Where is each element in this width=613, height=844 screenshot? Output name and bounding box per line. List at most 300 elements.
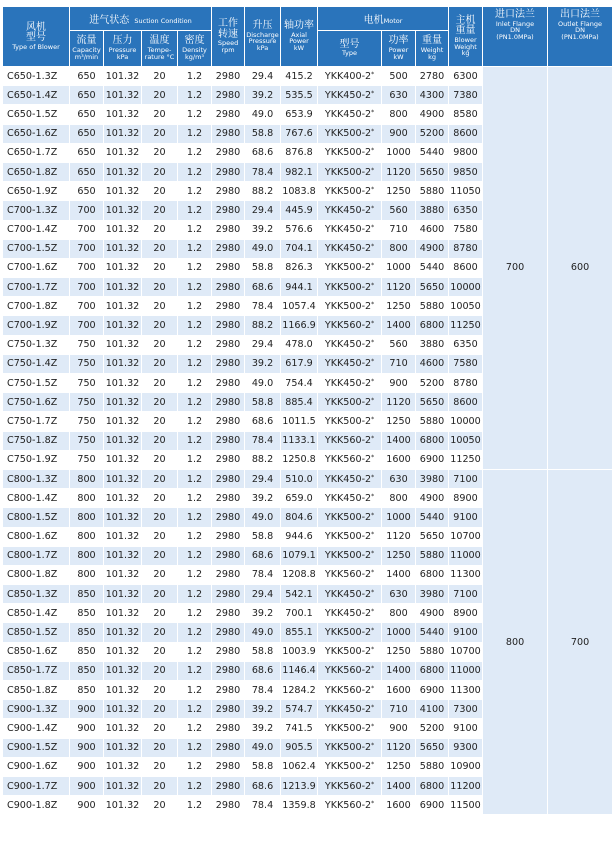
cell-inlet-flange: 800 [483,469,548,814]
cell-model: C800-1.4Z [3,489,70,508]
cell-pressure: 101.32 [104,67,142,86]
cell-axial-power: 905.5 [281,738,318,757]
motor-type-value: YKK450-2 [324,377,372,389]
cell-speed: 2980 [212,143,245,162]
motor-type-value: YKK500-2 [324,761,372,773]
cell-axial-power: 1133.1 [281,431,318,450]
cell-motor-weight: 5200 [416,374,449,393]
motor-type-value: YKK450-2 [324,89,372,101]
cell-pressure: 101.32 [104,354,142,373]
cell-discharge: 58.8 [245,393,281,412]
cell-capacity: 750 [70,374,104,393]
motor-type-mark: * [371,166,375,174]
cell-model: C850-1.8Z [3,681,70,700]
cell-pressure: 101.32 [104,450,142,469]
motor-type-mark: * [371,607,375,615]
cell-speed: 2980 [212,239,245,258]
cell-motor-power: 1400 [382,431,416,450]
cell-capacity: 750 [70,412,104,431]
cell-blower-weight: 6300 [449,67,483,86]
cell-model: C650-1.7Z [3,143,70,162]
cell-temperature: 20 [142,546,178,565]
cell-speed: 2980 [212,757,245,776]
cell-motor-power: 1600 [382,681,416,700]
motor-type-mark: * [371,588,375,596]
cell-capacity: 700 [70,297,104,316]
cell-motor-power: 560 [382,201,416,220]
cell-model: C800-1.5Z [3,508,70,527]
cell-capacity: 650 [70,86,104,105]
cell-pressure: 101.32 [104,604,142,623]
cell-blower-weight: 9800 [449,143,483,162]
cell-temperature: 20 [142,239,178,258]
cell-motor-type [318,489,382,508]
cell-speed: 2980 [212,162,245,181]
cell-model: C750-1.4Z [3,354,70,373]
cell-motor-weight: 5650 [416,393,449,412]
cell-blower-weight: 7380 [449,86,483,105]
cell-model: C700-1.7Z [3,278,70,297]
cell-model: C700-1.6Z [3,258,70,277]
cell-blower-weight: 11500 [449,796,483,815]
cell-discharge: 49.0 [245,105,281,124]
cell-motor-type [318,220,382,239]
cell-pressure: 101.32 [104,431,142,450]
cell-blower-weight: 6350 [449,335,483,354]
cell-motor-type [318,661,382,680]
cell-temperature: 20 [142,585,178,604]
cell-temperature: 20 [142,527,178,546]
cell-speed: 2980 [212,201,245,220]
cell-discharge: 29.4 [245,67,281,86]
cell-motor-type [318,354,382,373]
cell-motor-power: 800 [382,105,416,124]
cell-capacity: 700 [70,278,104,297]
motor-type-value: YKK500-2 [324,281,372,293]
cell-motor-type [318,757,382,776]
motor-type-mark: * [371,665,375,673]
cell-model: C700-1.4Z [3,220,70,239]
cell-motor-weight: 4100 [416,700,449,719]
cell-axial-power: 542.1 [281,585,318,604]
motor-type-mark: * [371,742,375,750]
cell-motor-weight: 4900 [416,239,449,258]
cell-blower-weight: 8900 [449,604,483,623]
cell-motor-weight: 5880 [416,297,449,316]
cell-motor-type [318,776,382,795]
cell-motor-weight: 5880 [416,546,449,565]
cell-motor-power: 1400 [382,316,416,335]
cell-capacity: 750 [70,450,104,469]
cell-speed: 2980 [212,546,245,565]
motor-type-value: YKK500-2 [324,531,372,543]
cell-capacity: 650 [70,162,104,181]
cell-temperature: 20 [142,316,178,335]
cell-capacity: 900 [70,719,104,738]
motor-type-value: YKK500-2 [324,185,372,197]
cell-density: 1.2 [178,335,212,354]
cell-discharge: 68.6 [245,412,281,431]
cell-motor-power: 1000 [382,508,416,527]
cell-outlet-flange: 600 [548,67,613,470]
cell-blower-weight: 9100 [449,508,483,527]
motor-type-mark: * [371,761,375,769]
cell-model: C850-1.6Z [3,642,70,661]
cell-motor-type [318,546,382,565]
cell-motor-weight: 5440 [416,508,449,527]
cell-motor-power: 1250 [382,182,416,201]
cell-model: C650-1.3Z [3,67,70,86]
cell-discharge: 68.6 [245,776,281,795]
cell-model: C650-1.8Z [3,162,70,181]
table-row [3,67,613,86]
cell-density: 1.2 [178,757,212,776]
cell-model: C800-1.8Z [3,565,70,584]
header-outlet-flange: 出口法兰 Outlet Flange DN (PN1.0MPa) [548,7,613,67]
cell-blower-weight: 9100 [449,719,483,738]
cell-motor-weight: 5650 [416,527,449,546]
cell-density: 1.2 [178,278,212,297]
cell-blower-weight: 9850 [449,162,483,181]
cell-pressure: 101.32 [104,527,142,546]
cell-model: C650-1.5Z [3,105,70,124]
cell-discharge: 68.6 [245,278,281,297]
cell-density: 1.2 [178,700,212,719]
cell-motor-power: 1600 [382,796,416,815]
cell-motor-weight: 5440 [416,258,449,277]
cell-density: 1.2 [178,738,212,757]
cell-motor-type [318,508,382,527]
motor-type-value: YKK450-2 [324,607,372,619]
cell-discharge: 88.2 [245,182,281,201]
cell-capacity: 900 [70,700,104,719]
cell-motor-type [318,700,382,719]
motor-type-mark: * [371,147,375,155]
motor-type-mark: * [371,569,375,577]
motor-type-mark: * [371,646,375,654]
cell-motor-weight: 5650 [416,278,449,297]
cell-speed: 2980 [212,508,245,527]
cell-capacity: 650 [70,182,104,201]
cell-motor-weight: 5200 [416,719,449,738]
cell-discharge: 39.2 [245,700,281,719]
cell-discharge: 68.6 [245,661,281,680]
cell-axial-power: 574.7 [281,700,318,719]
cell-density: 1.2 [178,642,212,661]
motor-type-value: YKK500-2 [324,147,372,159]
cell-axial-power: 1166.9 [281,316,318,335]
header-blower-type: 风机 型号 Type of Blower [3,7,70,67]
cell-density: 1.2 [178,719,212,738]
cell-speed: 2980 [212,719,245,738]
cell-speed: 2980 [212,374,245,393]
header-density: 密度 Density kg/m³ [178,31,212,67]
cell-pressure: 101.32 [104,258,142,277]
motor-type-value: YKK500-2 [324,415,372,427]
cell-motor-type [318,604,382,623]
cell-pressure: 101.32 [104,201,142,220]
header-motor: 电机Motor [318,7,449,31]
cell-motor-weight: 6800 [416,565,449,584]
motor-type-mark: * [371,435,375,443]
motor-type-mark: * [371,473,375,481]
cell-pressure: 101.32 [104,719,142,738]
motor-type-value: YKK500-2 [324,627,372,639]
cell-pressure: 101.32 [104,661,142,680]
cell-density: 1.2 [178,393,212,412]
cell-capacity: 800 [70,508,104,527]
cell-discharge: 58.8 [245,258,281,277]
cell-pressure: 101.32 [104,700,142,719]
cell-motor-power: 900 [382,374,416,393]
motor-type-mark: * [371,799,375,807]
cell-speed: 2980 [212,412,245,431]
cell-density: 1.2 [178,105,212,124]
motor-type-value: YKK560-2 [324,665,372,677]
cell-motor-type [318,86,382,105]
motor-type-value: YKK500-2 [324,166,372,178]
cell-motor-weight: 5440 [416,143,449,162]
cell-capacity: 750 [70,431,104,450]
cell-blower-weight: 8600 [449,393,483,412]
cell-capacity: 700 [70,258,104,277]
cell-pressure: 101.32 [104,776,142,795]
cell-discharge: 58.8 [245,642,281,661]
cell-density: 1.2 [178,297,212,316]
motor-type-value: YKK450-2 [324,703,372,715]
blower-spec-table [2,6,613,815]
cell-temperature: 20 [142,374,178,393]
header-speed: 工作 转速 Speed rpm [212,7,245,67]
cell-density: 1.2 [178,354,212,373]
motor-type-value: YKK560-2 [324,454,372,466]
cell-temperature: 20 [142,796,178,815]
motor-type-mark: * [371,300,375,308]
cell-axial-power: 576.6 [281,220,318,239]
cell-blower-weight: 8780 [449,374,483,393]
cell-motor-power: 1120 [382,738,416,757]
cell-motor-type [318,182,382,201]
motor-type-value: YKK500-2 [324,300,372,312]
cell-speed: 2980 [212,278,245,297]
cell-speed: 2980 [212,776,245,795]
cell-axial-power: 876.8 [281,143,318,162]
cell-motor-power: 1400 [382,661,416,680]
cell-capacity: 850 [70,623,104,642]
cell-temperature: 20 [142,67,178,86]
motor-type-value: YKK450-2 [324,492,372,504]
cell-motor-type [318,450,382,469]
cell-motor-power: 1400 [382,776,416,795]
cell-axial-power: 804.6 [281,508,318,527]
cell-temperature: 20 [142,354,178,373]
cell-motor-type [318,239,382,258]
cell-motor-type [318,412,382,431]
cell-motor-weight: 5880 [416,412,449,431]
cell-motor-weight: 6800 [416,661,449,680]
cell-blower-weight: 7100 [449,469,483,488]
cell-blower-weight: 10900 [449,757,483,776]
cell-speed: 2980 [212,220,245,239]
cell-speed: 2980 [212,124,245,143]
cell-axial-power: 704.1 [281,239,318,258]
motor-type-mark: * [371,358,375,366]
cell-model: C700-1.8Z [3,297,70,316]
cell-discharge: 39.2 [245,86,281,105]
motor-type-value: YKK450-2 [324,473,372,485]
cell-inlet-flange: 700 [483,67,548,470]
table-row [3,469,613,488]
cell-motor-weight: 4900 [416,105,449,124]
cell-motor-type [318,565,382,584]
header-axial-power: 轴功率 Axial Power kW [281,7,318,67]
cell-motor-type [318,796,382,815]
cell-capacity: 800 [70,469,104,488]
cell-density: 1.2 [178,508,212,527]
cell-density: 1.2 [178,412,212,431]
cell-speed: 2980 [212,604,245,623]
cell-capacity: 800 [70,546,104,565]
cell-axial-power: 1079.1 [281,546,318,565]
cell-blower-weight: 11300 [449,565,483,584]
cell-pressure: 101.32 [104,642,142,661]
motor-type-value: YKK500-2 [324,128,372,140]
cell-discharge: 78.4 [245,162,281,181]
cell-discharge: 49.0 [245,623,281,642]
cell-capacity: 700 [70,316,104,335]
cell-motor-power: 900 [382,719,416,738]
header-motor-power: 功率 Power kW [382,31,416,67]
cell-blower-weight: 9100 [449,623,483,642]
cell-pressure: 101.32 [104,489,142,508]
cell-motor-type [318,335,382,354]
cell-capacity: 650 [70,67,104,86]
cell-blower-weight: 9300 [449,738,483,757]
motor-type-mark: * [371,224,375,232]
cell-motor-type [318,67,382,86]
cell-pressure: 101.32 [104,162,142,181]
cell-motor-power: 710 [382,354,416,373]
cell-axial-power: 1284.2 [281,681,318,700]
motor-type-mark: * [371,243,375,251]
cell-axial-power: 415.2 [281,67,318,86]
cell-discharge: 49.0 [245,239,281,258]
cell-model: C850-1.3Z [3,585,70,604]
cell-pressure: 101.32 [104,220,142,239]
cell-discharge: 58.8 [245,527,281,546]
cell-speed: 2980 [212,354,245,373]
cell-capacity: 650 [70,105,104,124]
cell-motor-weight: 5880 [416,757,449,776]
cell-discharge: 29.4 [245,335,281,354]
cell-capacity: 900 [70,796,104,815]
motor-type-mark: * [371,128,375,136]
cell-axial-power: 741.5 [281,719,318,738]
cell-motor-power: 1250 [382,757,416,776]
cell-axial-power: 1057.4 [281,297,318,316]
cell-density: 1.2 [178,623,212,642]
cell-density: 1.2 [178,162,212,181]
motor-type-mark: * [371,684,375,692]
header-blower-weight: 主机 重量 Blower Weight kg [449,7,483,67]
cell-axial-power: 754.4 [281,374,318,393]
cell-motor-power: 1250 [382,412,416,431]
table-body [3,67,613,815]
cell-pressure: 101.32 [104,182,142,201]
cell-temperature: 20 [142,143,178,162]
cell-speed: 2980 [212,565,245,584]
cell-motor-power: 710 [382,220,416,239]
header-inlet-flange: 进口法兰 Inlet Flange DN (PN1.0MPa) [483,7,548,67]
cell-model: C900-1.5Z [3,738,70,757]
cell-pressure: 101.32 [104,393,142,412]
cell-model: C900-1.4Z [3,719,70,738]
cell-blower-weight: 6350 [449,201,483,220]
cell-motor-power: 1600 [382,450,416,469]
motor-type-mark: * [371,377,375,385]
cell-pressure: 101.32 [104,585,142,604]
cell-motor-power: 500 [382,67,416,86]
cell-temperature: 20 [142,489,178,508]
cell-discharge: 39.2 [245,489,281,508]
cell-blower-weight: 10050 [449,297,483,316]
cell-discharge: 78.4 [245,681,281,700]
cell-axial-power: 826.3 [281,258,318,277]
cell-discharge: 39.2 [245,604,281,623]
cell-pressure: 101.32 [104,297,142,316]
cell-temperature: 20 [142,182,178,201]
cell-motor-weight: 6900 [416,681,449,700]
cell-density: 1.2 [178,469,212,488]
motor-type-mark: * [371,627,375,635]
cell-motor-power: 1250 [382,642,416,661]
motor-type-value: YKK500-2 [324,511,372,523]
cell-density: 1.2 [178,86,212,105]
cell-temperature: 20 [142,335,178,354]
cell-speed: 2980 [212,450,245,469]
motor-type-mark: * [371,550,375,558]
cell-discharge: 49.0 [245,738,281,757]
cell-temperature: 20 [142,431,178,450]
cell-capacity: 850 [70,585,104,604]
cell-blower-weight: 11300 [449,681,483,700]
cell-motor-type [318,316,382,335]
motor-type-value: YKK450-2 [324,243,372,255]
cell-blower-weight: 7300 [449,700,483,719]
cell-blower-weight: 11000 [449,661,483,680]
cell-motor-power: 1000 [382,143,416,162]
cell-density: 1.2 [178,316,212,335]
cell-pressure: 101.32 [104,738,142,757]
cell-discharge: 68.6 [245,546,281,565]
cell-pressure: 101.32 [104,796,142,815]
cell-motor-type [318,201,382,220]
header-pressure: 压力 Pressure kPa [104,31,142,67]
cell-density: 1.2 [178,431,212,450]
cell-motor-type [318,278,382,297]
cell-motor-weight: 5440 [416,623,449,642]
cell-axial-power: 1250.8 [281,450,318,469]
cell-pressure: 101.32 [104,623,142,642]
cell-motor-weight: 5650 [416,162,449,181]
cell-blower-weight: 11250 [449,316,483,335]
cell-temperature: 20 [142,412,178,431]
header-motor-type: 型号 Type [318,31,382,67]
motor-type-value: YKK500-2 [324,396,372,408]
motor-type-mark: * [371,415,375,423]
cell-density: 1.2 [178,585,212,604]
cell-blower-weight: 7580 [449,220,483,239]
